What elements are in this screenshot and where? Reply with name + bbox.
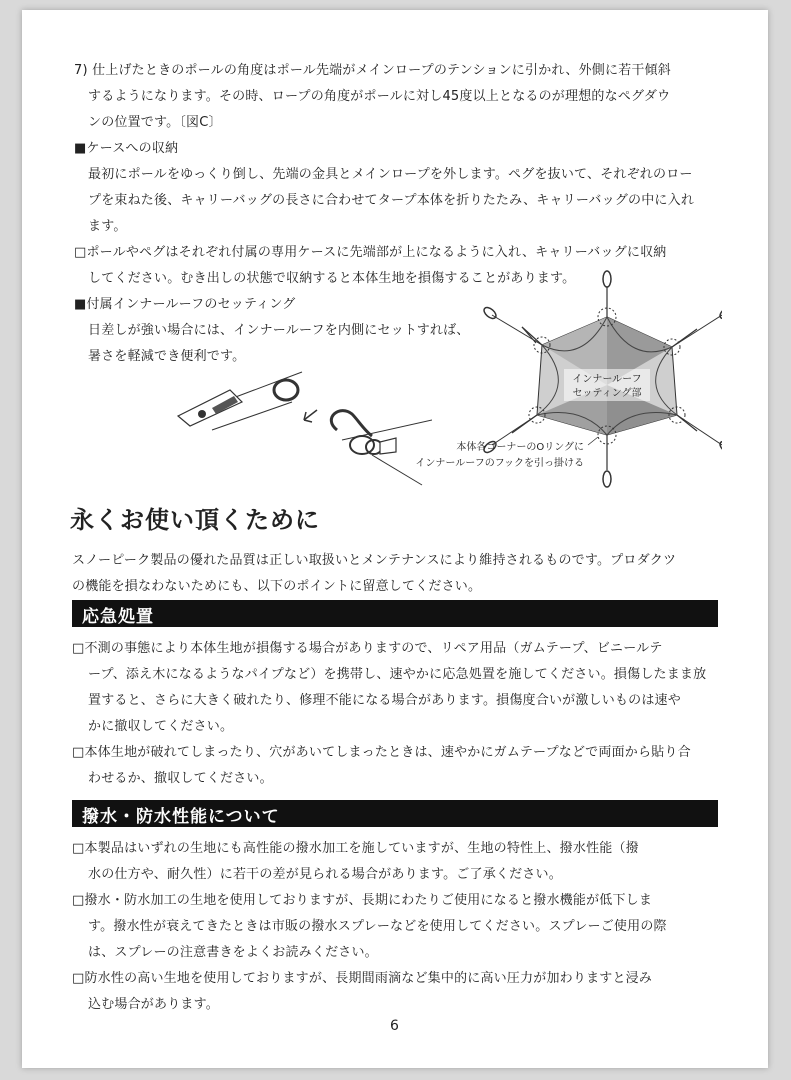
inner-roof-label-2: セッティング部 [572,388,642,399]
corner-note-1: 本体各コーナーのOリングに [456,442,584,453]
water-b-line3: は、スプレーの注意書きをよくお読みください。 [88,945,378,960]
emergency-b-line1: □本体生地が破れてしまったり、穴があいてしまったときは、速やかにガムテープなどで両面から貼り合 [72,745,691,760]
emergency-a-line1: □不測の事態により本体生地が損傷する場合がありますので、リペア用品（ガムテープ、ビニールテ [72,641,663,656]
care-title: 永くお使い頂くために [70,506,320,534]
pole-note-line2: してください。むき出しの状態で収納すると本体生地を損傷することがあります。 [88,271,576,286]
water-c-line1: □防水性の高い生地を使用しておりますが、長期間雨滴など集中的に高い圧力が加わりますと浸み [72,971,653,986]
water-a-line1: □本製品はいずれの生地にも高性能の撥水加工を施していますが、生地の特性上、撥水性能（撥 [72,841,639,856]
inner-roof-line1: 日差しが強い場合には、インナールーフを内側にセットすれば、 [88,323,470,338]
step7-line2: するようになります。その時、ロープの角度がポールに対し45度以上となるのが理想的なペグダウ [88,89,671,104]
emergency-a-line3: 置すると、さらに大きく破れたり、修理不能になる場合があります。損傷度合いが激しいものは速や [88,693,681,708]
care-intro-line1: スノーピーク製品の優れた品質は正しい取扱いとメンテナンスにより維持されるものです。プロダクツ [72,553,677,568]
manual-page [22,10,768,1068]
water-b-line2: す。撥水性が衰えてきたときは市販の撥水スプレーなどを使用してください。スプレーご使用の際 [88,919,667,934]
case-heading: ■ケースへの収納 [74,141,179,156]
case-line2: プを束ねた後、キャリーバッグの長さに合わせてタープ本体を折りたたみ、キャリーバッグの中に入れ [88,193,695,208]
emergency-title: 応急処置 [82,607,154,627]
water-b-line1: □撥水・防水加工の生地を使用しておりますが、長期にわたりご使用になると撥水機能が低下しま [72,893,653,908]
water-a-line2: 水の仕方や、耐久性）に若干の差が見られる場合があります。ご了承ください。 [88,867,562,882]
water-title: 撥水・防水性能について [82,807,280,827]
emergency-b-line2: わせるか、撤収してください。 [88,771,273,786]
inner-roof-heading: ■付属インナールーフのセッティング [74,297,296,312]
inner-roof-label-1: インナールーフ [572,374,642,385]
page-number: 6 [390,1018,399,1034]
inner-roof-tarp-diagram [392,265,722,500]
corner-note-2: インナールーフのフックを引っ掛ける [415,458,584,469]
care-intro-line2: の機能を損なわないためにも、以下のポイントに留意してください。 [72,579,482,594]
emergency-a-line4: かに撤収してください。 [88,719,234,734]
step7-line3: ンの位置です。〔図C〕 [88,115,222,130]
case-line1: 最初にポールをゆっくり倒し、先端の金具とメインロープを外します。ペグを抜いて、それぞれのロー [88,167,693,182]
emergency-section-header [72,600,718,627]
water-section-header [72,800,718,827]
case-line3: ます。 [88,219,127,234]
emergency-a-line2: ープ、添え木になるようなパイプなど）を携帯し、速やかに応急処置を施してください。損傷したまま放 [88,667,707,682]
inner-roof-line2: 暑さを軽減でき便利です。 [88,349,246,364]
pole-note-line1: □ポールやペグはそれぞれ付属の専用ケースに先端部が上になるように入れ、キャリーバッグに収納 [74,245,667,260]
water-c-line2: 込む場合があります。 [88,997,219,1012]
step7-line1: 7) 仕上げたときのポールの角度はポール先端がメインロープのテンションに引かれ、外側に若干傾斜 [74,63,671,78]
